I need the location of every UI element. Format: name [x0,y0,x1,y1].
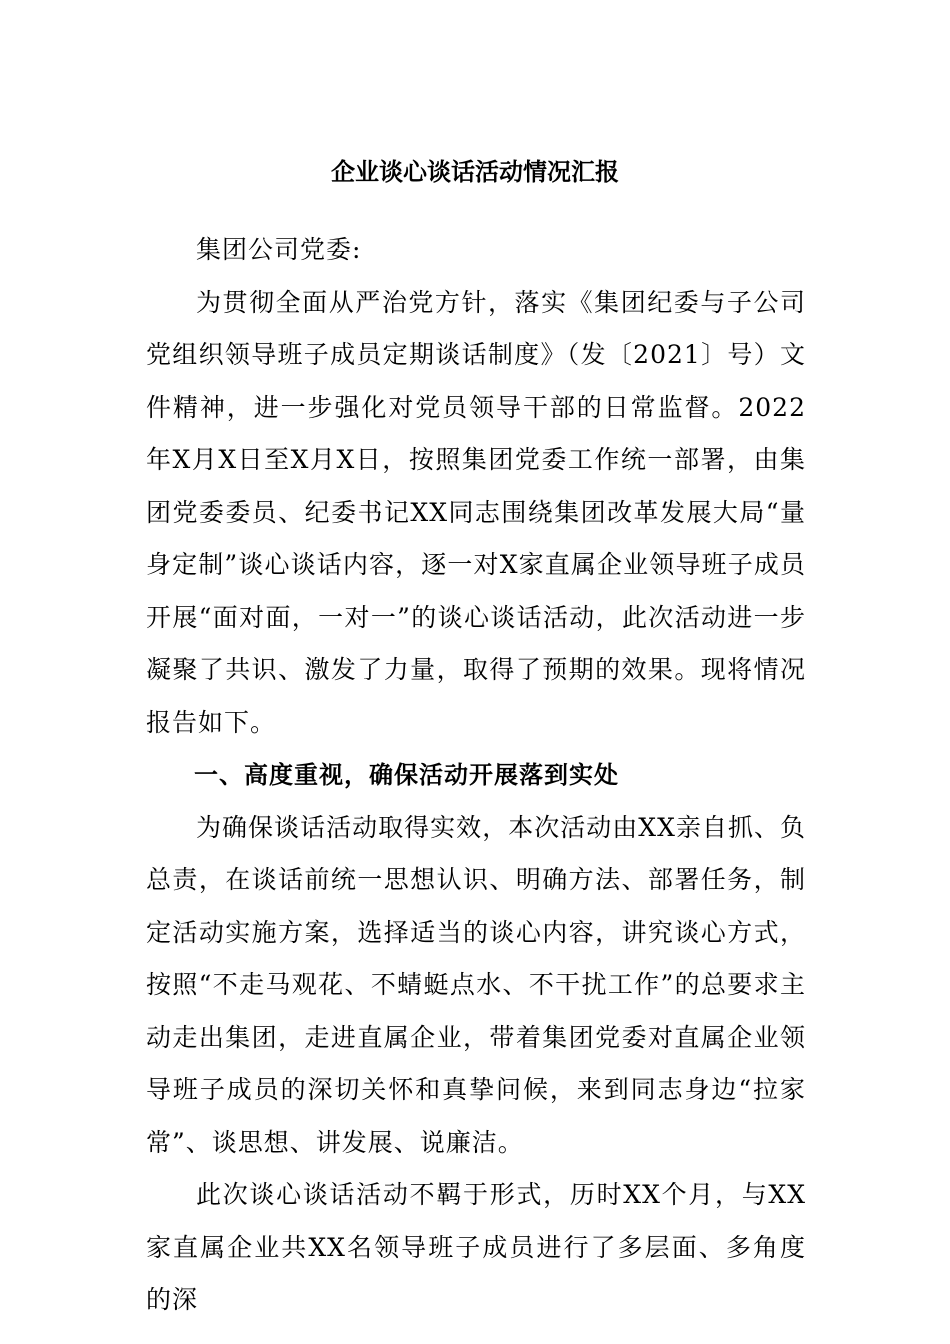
document-title: 企业谈心谈话活动情况汇报 [331,157,619,186]
salutation: 集团公司党委: [196,235,362,264]
paragraph-section-1: 为确保谈话活动取得实效，本次活动由XX亲自抓、负总责，在谈话前统一思想认识、明确方法、部署任务，制定活动实施方案，选择适当的谈心内容，讲究谈心方式，按照“不走马观花、不蜻蜓点水、不干扰工作”的总要求主动走出集团，走进直属企业，带着集团党委对直属企业领导班子成员的深切关怀和真挚问候，来到同志身边“拉家常”、谈思想、讲发展、说廉洁。 [146,812,806,1157]
paragraph-intro: 为贯彻全面从严治党方针，落实《集团纪委与子公司党组织领导班子成员定期谈话制度》（发〔2021〕号）文件精神，进一步强化对党员领导干部的日常监督。2022年X月X日至X月X日，按照集团党委工作统一部署，由集团党委委员、纪委书记XX同志围绕集团改革发展大局“量身定制”谈心谈话内容，逐一对X家直属企业领导班子成员开展“面对面，一对一”的谈心谈话活动，此次活动进一步凝聚了共识、激发了力量，取得了预期的效果。现将情况报告如下。 [146,287,806,737]
document-body [146,224,806,1327]
section-heading-1: 一、高度重视，确保活动开展落到实处 [194,761,619,789]
paragraph-continued: 此次谈心谈话活动不羁于形式，历时XX个月，与XX家直属企业共XX名领导班子成员进行了多层面、多角度的深 [146,1180,806,1314]
